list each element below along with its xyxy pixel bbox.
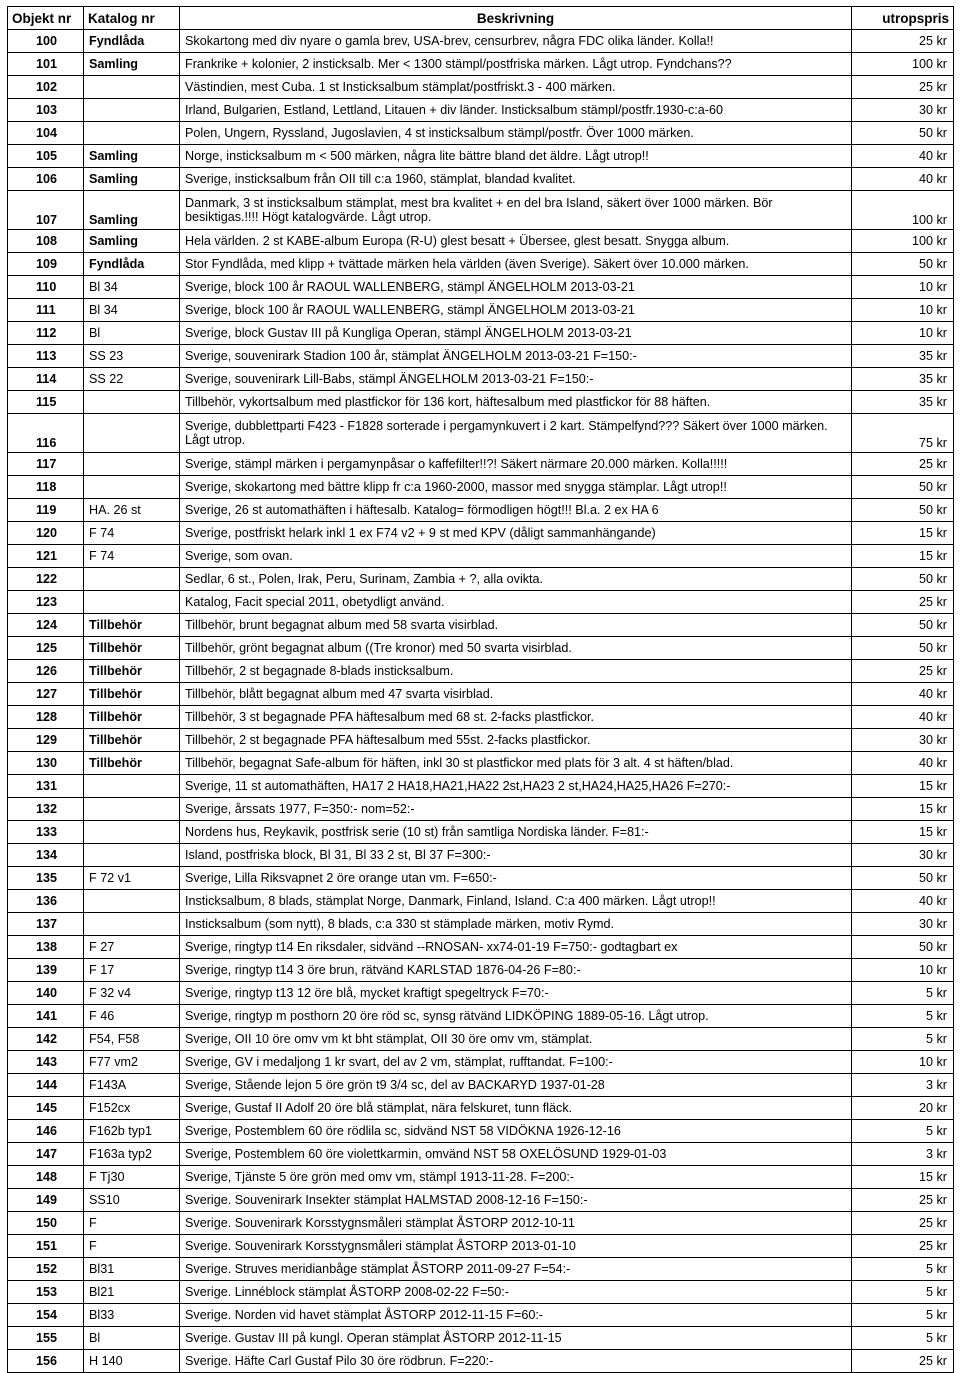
object-number-cell: 155: [8, 1327, 84, 1350]
description-cell: Tillbehör, 3 st begagnade PFA häftesalbum med 68 st. 2-facks plastfickor.: [180, 706, 852, 729]
table-row: [8, 122, 954, 145]
table-row: [8, 1258, 954, 1281]
description-cell: Sverige, block 100 år RAOUL WALLENBERG, stämpl ÄNGELHOLM 2013-03-21: [180, 299, 852, 322]
catalog-number-cell: F: [84, 1212, 180, 1235]
catalog-number-cell: Bl31: [84, 1258, 180, 1281]
description-cell: Tillbehör, brunt begagnat album med 58 svarta visirblad.: [180, 614, 852, 637]
description-cell: Sedlar, 6 st., Polen, Irak, Peru, Surinam, Zambia + ?, alla ovikta.: [180, 568, 852, 591]
description-cell: Sverige, block Gustav III på Kungliga Operan, stämpl ÄNGELHOLM 2013-03-21: [180, 322, 852, 345]
object-number-cell: 119: [8, 499, 84, 522]
starting-price-cell: 40 kr: [852, 752, 954, 775]
description-cell: Sverige, GV i medaljong 1 kr svart, del av 2 vm, stämplat, rufftandat. F=100:-: [180, 1051, 852, 1074]
starting-price-cell: 40 kr: [852, 890, 954, 913]
object-number-cell: 141: [8, 1005, 84, 1028]
starting-price-cell: 50 kr: [852, 253, 954, 276]
description-cell: Västindien, mest Cuba. 1 st Insticksalbum stämplat/postfriskt.3 - 400 märken.: [180, 76, 852, 99]
catalog-number-cell: Samling: [84, 230, 180, 253]
table-row: [8, 476, 954, 499]
table-row: [8, 1097, 954, 1120]
description-cell: Sverige, block 100 år RAOUL WALLENBERG, stämpl ÄNGELHOLM 2013-03-21: [180, 276, 852, 299]
description-cell: Sverige, souvenirark Lill-Babs, stämpl ÄNGELHOLM 2013-03-21 F=150:-: [180, 368, 852, 391]
description-cell: Skokartong med div nyare o gamla brev, USA-brev, censurbrev, några FDC olika länder. Kolla!!: [180, 30, 852, 53]
description-cell: Insticksalbum, 8 blads, stämplat Norge, Danmark, Finland, Island. C:a 400 märken. Lågt utrop!!: [180, 890, 852, 913]
catalog-number-cell: Tillbehör: [84, 729, 180, 752]
table-row: [8, 191, 954, 230]
description-cell: Sverige, Gustaf II Adolf 20 öre blå stämplat, nära felskuret, tunn fläck.: [180, 1097, 852, 1120]
description-cell: Hela världen. 2 st KABE-album Europa (R-U) glest besatt + Übersee, glest besatt. Snygga album.: [180, 230, 852, 253]
starting-price-cell: 5 kr: [852, 1028, 954, 1051]
description-cell: Sverige. Souvenirark Korsstygnsmåleri stämplat ÅSTORP 2012-10-11: [180, 1212, 852, 1235]
starting-price-cell: 30 kr: [852, 99, 954, 122]
table-row: [8, 706, 954, 729]
starting-price-cell: 10 kr: [852, 959, 954, 982]
starting-price-cell: 100 kr: [852, 230, 954, 253]
catalog-number-cell: F143A: [84, 1074, 180, 1097]
table-row: [8, 752, 954, 775]
table-row: [8, 867, 954, 890]
table-row: [8, 729, 954, 752]
starting-price-cell: 15 kr: [852, 1166, 954, 1189]
catalog-number-cell: Fyndlåda: [84, 30, 180, 53]
catalog-number-cell: Samling: [84, 145, 180, 168]
starting-price-cell: 25 kr: [852, 660, 954, 683]
catalog-number-cell: Fyndlåda: [84, 253, 180, 276]
starting-price-cell: 50 kr: [852, 499, 954, 522]
starting-price-cell: 100 kr: [852, 53, 954, 76]
catalog-number-cell: F: [84, 1235, 180, 1258]
description-cell: Sverige. Gustav III på kungl. Operan stämplat ÅSTORP 2012-11-15: [180, 1327, 852, 1350]
object-number-cell: 149: [8, 1189, 84, 1212]
starting-price-cell: 3 kr: [852, 1074, 954, 1097]
starting-price-cell: 10 kr: [852, 322, 954, 345]
catalog-number-cell: Samling: [84, 53, 180, 76]
description-cell: Stor Fyndlåda, med klipp + tvättade märken hela världen (även Sverige). Säkert över 10.000 märken.: [180, 253, 852, 276]
table-row: [8, 253, 954, 276]
table-row: [8, 591, 954, 614]
table-row: [8, 1304, 954, 1327]
object-number-cell: 110: [8, 276, 84, 299]
auction-lots-table: [7, 6, 954, 1373]
starting-price-cell: 15 kr: [852, 821, 954, 844]
starting-price-cell: 50 kr: [852, 568, 954, 591]
object-number-cell: 101: [8, 53, 84, 76]
description-cell: Irland, Bulgarien, Estland, Lettland, Litauen + div länder. Insticksalbum stämpl/postfr.1930-c:a-60: [180, 99, 852, 122]
starting-price-cell: 15 kr: [852, 545, 954, 568]
table-row: [8, 614, 954, 637]
starting-price-cell: 3 kr: [852, 1143, 954, 1166]
table-row: [8, 890, 954, 913]
table-row: [8, 683, 954, 706]
object-number-cell: 130: [8, 752, 84, 775]
catalog-number-cell: [84, 568, 180, 591]
table-row: [8, 568, 954, 591]
starting-price-cell: 5 kr: [852, 1304, 954, 1327]
starting-price-cell: 5 kr: [852, 1258, 954, 1281]
object-number-cell: 120: [8, 522, 84, 545]
starting-price-cell: 15 kr: [852, 798, 954, 821]
starting-price-cell: 25 kr: [852, 76, 954, 99]
catalog-number-cell: Tillbehör: [84, 683, 180, 706]
table-row: [8, 982, 954, 1005]
catalog-number-cell: Tillbehör: [84, 660, 180, 683]
catalog-number-cell: F54, F58: [84, 1028, 180, 1051]
catalog-number-cell: [84, 821, 180, 844]
description-cell: Sverige, ringtyp t14 En riksdaler, sidvänd --RNOSAN- xx74-01-19 F=750:- godtagbart ex: [180, 936, 852, 959]
object-number-cell: 143: [8, 1051, 84, 1074]
catalog-number-cell: [84, 453, 180, 476]
starting-price-cell: 100 kr: [852, 191, 954, 230]
object-number-cell: 151: [8, 1235, 84, 1258]
table-row: [8, 1166, 954, 1189]
catalog-number-cell: F 27: [84, 936, 180, 959]
catalog-number-cell: F77 vm2: [84, 1051, 180, 1074]
auction-sheet: [0, 6, 960, 1372]
starting-price-cell: 40 kr: [852, 168, 954, 191]
object-number-cell: 144: [8, 1074, 84, 1097]
catalog-number-cell: Tillbehör: [84, 752, 180, 775]
object-number-cell: 108: [8, 230, 84, 253]
object-number-cell: 126: [8, 660, 84, 683]
table-row: [8, 1074, 954, 1097]
catalog-number-cell: Bl 34: [84, 276, 180, 299]
object-number-cell: 146: [8, 1120, 84, 1143]
catalog-number-cell: [84, 591, 180, 614]
object-number-cell: 112: [8, 322, 84, 345]
starting-price-cell: 25 kr: [852, 1212, 954, 1235]
object-number-cell: 131: [8, 775, 84, 798]
description-cell: Sverige, OII 10 öre omv vm kt bht stämplat, OII 30 öre omv vm, stämplat.: [180, 1028, 852, 1051]
starting-price-cell: 35 kr: [852, 345, 954, 368]
description-cell: Norge, insticksalbum m < 500 märken, några lite bättre bland det äldre. Lågt utrop!!: [180, 145, 852, 168]
table-row: [8, 414, 954, 453]
description-cell: Sverige, dubblettparti F423 - F1828 sorterade i pergamynkuvert i 2 kart. Stämpelfynd??? Säkert över 1000 märken. Lågt utrop.: [180, 414, 852, 453]
description-cell: Tillbehör, 2 st begagnade PFA häftesalbum med 55st. 2-facks plastfickor.: [180, 729, 852, 752]
lots-body: [8, 30, 954, 1373]
table-row: [8, 391, 954, 414]
object-number-cell: 122: [8, 568, 84, 591]
catalog-number-cell: [84, 844, 180, 867]
starting-price-cell: 10 kr: [852, 1051, 954, 1074]
table-row: [8, 345, 954, 368]
table-row: [8, 936, 954, 959]
table-row: [8, 168, 954, 191]
description-cell: Sverige. Struves meridianbåge stämplat ÅSTORP 2011-09-27 F=54:-: [180, 1258, 852, 1281]
description-cell: Sverige. Häfte Carl Gustaf Pilo 30 öre rödbrun. F=220:-: [180, 1350, 852, 1373]
object-number-cell: 115: [8, 391, 84, 414]
object-number-cell: 129: [8, 729, 84, 752]
starting-price-cell: 5 kr: [852, 982, 954, 1005]
starting-price-cell: 5 kr: [852, 1281, 954, 1304]
catalog-number-cell: [84, 913, 180, 936]
starting-price-cell: 15 kr: [852, 522, 954, 545]
table-row: [8, 660, 954, 683]
catalog-number-cell: HA. 26 st: [84, 499, 180, 522]
object-number-cell: 153: [8, 1281, 84, 1304]
object-number-cell: 106: [8, 168, 84, 191]
catalog-number-cell: Samling: [84, 191, 180, 230]
object-number-cell: 137: [8, 913, 84, 936]
description-cell: Sverige. Souvenirark Insekter stämplat HALMSTAD 2008-12-16 F=150:-: [180, 1189, 852, 1212]
object-number-cell: 128: [8, 706, 84, 729]
starting-price-cell: 50 kr: [852, 122, 954, 145]
table-row: [8, 99, 954, 122]
description-cell: Sverige, 11 st automathäften, HA17 2 HA18,HA21,HA22 2st,HA23 2 st,HA24,HA25,HA26 F=270:-: [180, 775, 852, 798]
object-number-cell: 154: [8, 1304, 84, 1327]
table-header-row: [8, 7, 954, 30]
table-row: [8, 230, 954, 253]
object-number-cell: 125: [8, 637, 84, 660]
object-number-cell: 105: [8, 145, 84, 168]
starting-price-cell: 40 kr: [852, 145, 954, 168]
catalog-number-cell: Bl: [84, 322, 180, 345]
description-cell: Sverige, skokartong med bättre klipp fr c:a 1960-2000, massor med snygga stämplar. Lågt utrop!!: [180, 476, 852, 499]
header-description: Beskrivning: [180, 7, 852, 30]
object-number-cell: 135: [8, 867, 84, 890]
table-row: [8, 1235, 954, 1258]
table-row: [8, 844, 954, 867]
table-row: [8, 1005, 954, 1028]
description-cell: Sverige, ringtyp m posthorn 20 öre röd sc, synsg rätvänd LIDKÖPING 1889-05-16. Lågt utrop.: [180, 1005, 852, 1028]
object-number-cell: 124: [8, 614, 84, 637]
object-number-cell: 148: [8, 1166, 84, 1189]
catalog-number-cell: F Tj30: [84, 1166, 180, 1189]
description-cell: Sverige, Tjänste 5 öre grön med omv vm, stämpl 1913-11-28. F=200:-: [180, 1166, 852, 1189]
table-row: [8, 545, 954, 568]
object-number-cell: 107: [8, 191, 84, 230]
header-object-number: Objekt nr: [8, 7, 84, 30]
object-number-cell: 109: [8, 253, 84, 276]
catalog-number-cell: F163a typ2: [84, 1143, 180, 1166]
table-row: [8, 368, 954, 391]
description-cell: Sverige. Linnéblock stämplat ÅSTORP 2008-02-22 F=50:-: [180, 1281, 852, 1304]
table-row: [8, 1327, 954, 1350]
catalog-number-cell: F 17: [84, 959, 180, 982]
catalog-number-cell: Tillbehör: [84, 637, 180, 660]
catalog-number-cell: F 74: [84, 522, 180, 545]
starting-price-cell: 5 kr: [852, 1120, 954, 1143]
description-cell: Tillbehör, begagnat Safe-album för häften, inkl 30 st plastfickor med plats för 3 alt. 4 st häften/blad.: [180, 752, 852, 775]
description-cell: Sverige, insticksalbum från OII till c:a 1960, stämplat, blandad kvalitet.: [180, 168, 852, 191]
table-row: [8, 1350, 954, 1373]
object-number-cell: 139: [8, 959, 84, 982]
object-number-cell: 132: [8, 798, 84, 821]
catalog-number-cell: SS 22: [84, 368, 180, 391]
starting-price-cell: 10 kr: [852, 299, 954, 322]
object-number-cell: 117: [8, 453, 84, 476]
description-cell: Tillbehör, grönt begagnat album ((Tre kronor) med 50 svarta visirblad.: [180, 637, 852, 660]
table-row: [8, 30, 954, 53]
starting-price-cell: 50 kr: [852, 867, 954, 890]
description-cell: Sverige, postfriskt helark inkl 1 ex F74 v2 + 9 st med KPV (dåligt sammanhängande): [180, 522, 852, 545]
starting-price-cell: 25 kr: [852, 30, 954, 53]
description-cell: Sverige, souvenirark Stadion 100 år, stämplat ÄNGELHOLM 2013-03-21 F=150:-: [180, 345, 852, 368]
starting-price-cell: 35 kr: [852, 368, 954, 391]
object-number-cell: 142: [8, 1028, 84, 1051]
description-cell: Tillbehör, 2 st begagnade 8-blads insticksalbum.: [180, 660, 852, 683]
starting-price-cell: 35 kr: [852, 391, 954, 414]
description-cell: Insticksalbum (som nytt), 8 blads, c:a 330 st stämplade märken, motiv Rymd.: [180, 913, 852, 936]
description-cell: Sverige, stämpl märken i pergamynpåsar o kaffefilter!!?! Säkert närmare 20.000 märken. Kolla!!!!!: [180, 453, 852, 476]
description-cell: Sverige, som ovan.: [180, 545, 852, 568]
description-cell: Polen, Ungern, Ryssland, Jugoslavien, 4 st insticksalbum stämpl/postfr. Över 1000 märken.: [180, 122, 852, 145]
description-cell: Sverige. Souvenirark Korsstygnsmåleri stämplat ÅSTORP 2013-01-10: [180, 1235, 852, 1258]
starting-price-cell: 25 kr: [852, 1189, 954, 1212]
starting-price-cell: 50 kr: [852, 614, 954, 637]
starting-price-cell: 15 kr: [852, 775, 954, 798]
catalog-number-cell: H 140: [84, 1350, 180, 1373]
starting-price-cell: 30 kr: [852, 913, 954, 936]
description-cell: Sverige, ringtyp t13 12 öre blå, mycket kraftigt spegeltryck F=70:-: [180, 982, 852, 1005]
starting-price-cell: 25 kr: [852, 453, 954, 476]
starting-price-cell: 50 kr: [852, 936, 954, 959]
catalog-number-cell: F152cx: [84, 1097, 180, 1120]
table-row: [8, 522, 954, 545]
catalog-number-cell: F 72 v1: [84, 867, 180, 890]
catalog-number-cell: Tillbehör: [84, 614, 180, 637]
description-cell: Island, postfriska block, Bl 31, Bl 33 2 st, Bl 37 F=300:-: [180, 844, 852, 867]
table-row: [8, 913, 954, 936]
catalog-number-cell: [84, 76, 180, 99]
object-number-cell: 104: [8, 122, 84, 145]
catalog-number-cell: F 74: [84, 545, 180, 568]
catalog-number-cell: Bl 34: [84, 299, 180, 322]
object-number-cell: 136: [8, 890, 84, 913]
starting-price-cell: 30 kr: [852, 729, 954, 752]
description-cell: Sverige, Stående lejon 5 öre grön t9 3/4 sc, del av BACKARYD 1937-01-28: [180, 1074, 852, 1097]
catalog-number-cell: F 46: [84, 1005, 180, 1028]
object-number-cell: 150: [8, 1212, 84, 1235]
starting-price-cell: 75 kr: [852, 414, 954, 453]
object-number-cell: 100: [8, 30, 84, 53]
starting-price-cell: 40 kr: [852, 706, 954, 729]
table-row: [8, 1051, 954, 1074]
catalog-number-cell: Bl: [84, 1327, 180, 1350]
object-number-cell: 113: [8, 345, 84, 368]
starting-price-cell: 5 kr: [852, 1327, 954, 1350]
description-cell: Nordens hus, Reykavik, postfrisk serie (10 st) från samtliga Nordiska länder. F=81:-: [180, 821, 852, 844]
starting-price-cell: 5 kr: [852, 1005, 954, 1028]
catalog-number-cell: [84, 476, 180, 499]
description-cell: Frankrike + kolonier, 2 insticksalb. Mer < 1300 stämpl/postfriska märken. Lågt utrop. Fyndchans??: [180, 53, 852, 76]
table-row: [8, 53, 954, 76]
starting-price-cell: 40 kr: [852, 683, 954, 706]
description-cell: Danmark, 3 st insticksalbum stämplat, mest bra kvalitet + en del bra Island, säkert över 1000 märken. Bör besiktigas.!!!! Högt katalogvärde. Lågt utrop.: [180, 191, 852, 230]
description-cell: Sverige, årssats 1977, F=350:- nom=52:-: [180, 798, 852, 821]
table-row: [8, 1189, 954, 1212]
table-row: [8, 637, 954, 660]
object-number-cell: 138: [8, 936, 84, 959]
object-number-cell: 147: [8, 1143, 84, 1166]
catalog-number-cell: [84, 391, 180, 414]
starting-price-cell: 10 kr: [852, 276, 954, 299]
starting-price-cell: 25 kr: [852, 591, 954, 614]
table-row: [8, 299, 954, 322]
description-cell: Sverige, Postemblem 60 öre rödlila sc, sidvänd NST 58 VIDÖKNA 1926-12-16: [180, 1120, 852, 1143]
object-number-cell: 118: [8, 476, 84, 499]
description-cell: Sverige, 26 st automathäften i häftesalb. Katalog= förmodligen högt!!! Bl.a. 2 ex HA 6: [180, 499, 852, 522]
catalog-number-cell: Tillbehör: [84, 706, 180, 729]
catalog-number-cell: [84, 99, 180, 122]
table-row: [8, 1120, 954, 1143]
table-row: [8, 322, 954, 345]
catalog-number-cell: [84, 122, 180, 145]
starting-price-cell: 25 kr: [852, 1235, 954, 1258]
catalog-number-cell: [84, 890, 180, 913]
object-number-cell: 152: [8, 1258, 84, 1281]
object-number-cell: 114: [8, 368, 84, 391]
table-row: [8, 276, 954, 299]
table-row: [8, 959, 954, 982]
table-row: [8, 798, 954, 821]
description-cell: Tillbehör, vykortsalbum med plastfickor för 136 kort, häftesalbum med plastfickor för 88 häften.: [180, 391, 852, 414]
table-row: [8, 76, 954, 99]
table-row: [8, 821, 954, 844]
object-number-cell: 121: [8, 545, 84, 568]
object-number-cell: 103: [8, 99, 84, 122]
table-row: [8, 453, 954, 476]
starting-price-cell: 30 kr: [852, 844, 954, 867]
description-cell: Sverige. Norden vid havet stämplat ÅSTORP 2012-11-15 F=60:-: [180, 1304, 852, 1327]
table-row: [8, 1143, 954, 1166]
table-row: [8, 1281, 954, 1304]
catalog-number-cell: SS10: [84, 1189, 180, 1212]
table-row: [8, 499, 954, 522]
starting-price-cell: 50 kr: [852, 637, 954, 660]
starting-price-cell: 50 kr: [852, 476, 954, 499]
catalog-number-cell: [84, 798, 180, 821]
catalog-number-cell: Bl21: [84, 1281, 180, 1304]
table-row: [8, 145, 954, 168]
description-cell: Sverige, ringtyp t14 3 öre brun, rätvänd KARLSTAD 1876-04-26 F=80:-: [180, 959, 852, 982]
table-row: [8, 1212, 954, 1235]
object-number-cell: 127: [8, 683, 84, 706]
description-cell: Tillbehör, blått begagnat album med 47 svarta visirblad.: [180, 683, 852, 706]
description-cell: Sverige, Lilla Riksvapnet 2 öre orange utan vm. F=650:-: [180, 867, 852, 890]
object-number-cell: 145: [8, 1097, 84, 1120]
catalog-number-cell: Bl33: [84, 1304, 180, 1327]
catalog-number-cell: [84, 775, 180, 798]
object-number-cell: 134: [8, 844, 84, 867]
object-number-cell: 102: [8, 76, 84, 99]
catalog-number-cell: SS 23: [84, 345, 180, 368]
object-number-cell: 111: [8, 299, 84, 322]
table-row: [8, 775, 954, 798]
catalog-number-cell: [84, 414, 180, 453]
catalog-number-cell: F162b typ1: [84, 1120, 180, 1143]
catalog-number-cell: F 32 v4: [84, 982, 180, 1005]
object-number-cell: 116: [8, 414, 84, 453]
table-row: [8, 1028, 954, 1051]
object-number-cell: 156: [8, 1350, 84, 1373]
header-catalog-number: Katalog nr: [84, 7, 180, 30]
header-starting-price: utropspris: [852, 7, 954, 30]
starting-price-cell: 25 kr: [852, 1350, 954, 1373]
object-number-cell: 133: [8, 821, 84, 844]
starting-price-cell: 20 kr: [852, 1097, 954, 1120]
description-cell: Katalog, Facit special 2011, obetydligt använd.: [180, 591, 852, 614]
catalog-number-cell: Samling: [84, 168, 180, 191]
object-number-cell: 123: [8, 591, 84, 614]
object-number-cell: 140: [8, 982, 84, 1005]
description-cell: Sverige, Postemblem 60 öre violettkarmin, omvänd NST 58 OXELÖSUND 1929-01-03: [180, 1143, 852, 1166]
